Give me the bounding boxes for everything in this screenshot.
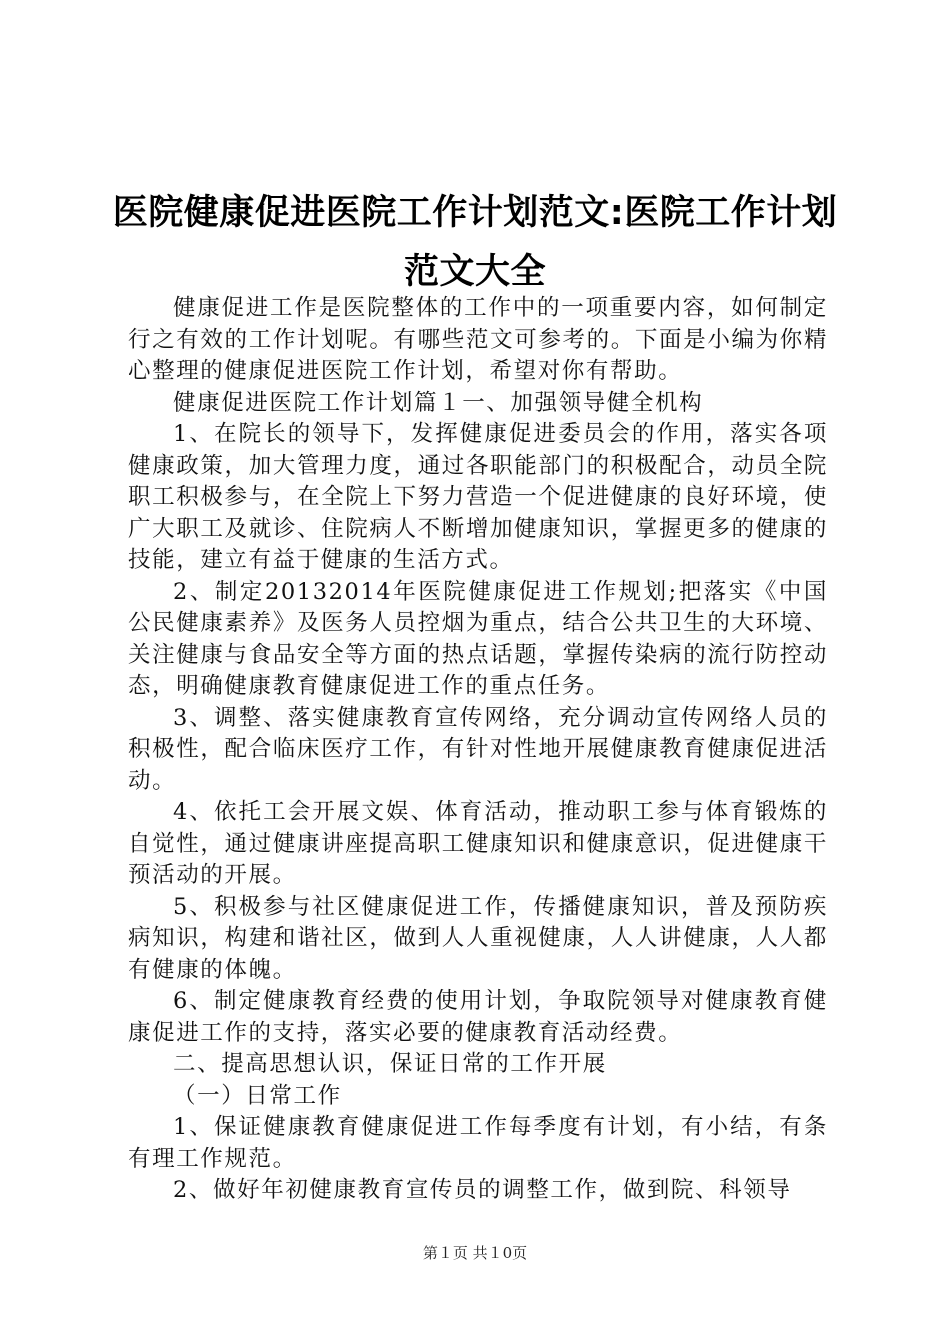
paragraph-daily-item-2: 2、做好年初健康教育宣传员的调整工作，做到院、科领导 (173, 1177, 792, 1203)
paragraph-intro: 健康促进工作是医院整体的工作中的一项重要内容，如何制定行之有效的工作计划呢。有哪些范文可参考的。下面是小编为你精心整理的健康促进医院工作计划，希望对你有帮助。 (128, 295, 828, 384)
paragraph-subsection-heading: （一）日常工作 (173, 1082, 342, 1109)
paragraph-item-1: 1、在院长的领导下，发挥健康促进委员会的作用，落实各项健康政策，加大管理力度，通过各职能部门的积极配合，动员全院职工积极参与，在全院上下努力营造一个促进健康的良好环境，使广大职工及就诊、住院病人不断增加健康知识，掌握更多的健康的技能，建立有益于健康的生活方式。 (128, 421, 828, 573)
paragraph-item-5: 5、积极参与社区健康促进工作，传播健康知识，普及预防疾病知识，构建和谐社区，做到人人重视健康，人人讲健康，人人都有健康的体魄。 (128, 893, 828, 983)
document-title: 医院健康促进医院工作计划范文:医院工作计划范文大全 (112, 193, 838, 292)
paragraph-item-3: 3、调整、落实健康教育宣传网络，充分调动宣传网络人员的积极性，配合临床医疗工作，有针对性地开展健康教育健康促进活动。 (128, 704, 828, 794)
paragraph-item-4: 4、依托工会开展文娱、体育活动，推动职工参与体育锻炼的自觉性，通过健康讲座提高职工健康知识和健康意识，促进健康干预活动的开展。 (128, 799, 828, 888)
document-body (128, 293, 828, 1207)
paragraph-daily-item-1: 1、保证健康教育健康促进工作每季度有计划，有小结，有条有理工作规范。 (128, 1114, 828, 1172)
page-footer: 第１页 共１0页 (422, 1244, 528, 1262)
paragraph-section-heading: 健康促进医院工作计划篇１一、加强领导健全机构 (173, 389, 704, 416)
paragraph-item-2: 2、制定20132014年医院健康促进工作规划;把落实《中国公民健康素养》及医务人员控烟为重点，结合公共卫生的大环境、关注健康与食品安全等方面的热点话题，掌握传染病的流行防控动态，明确健康教育健康促进工作的重点任务。 (128, 578, 828, 699)
paragraph-section-two-heading: 二、提高思想认识，保证日常的工作开展 (173, 1051, 607, 1077)
paragraph-item-6: 6、制定健康教育经费的使用计划，争取院领导对健康教育健康促进工作的支持，落实必要的健康教育活动经费。 (128, 988, 828, 1046)
